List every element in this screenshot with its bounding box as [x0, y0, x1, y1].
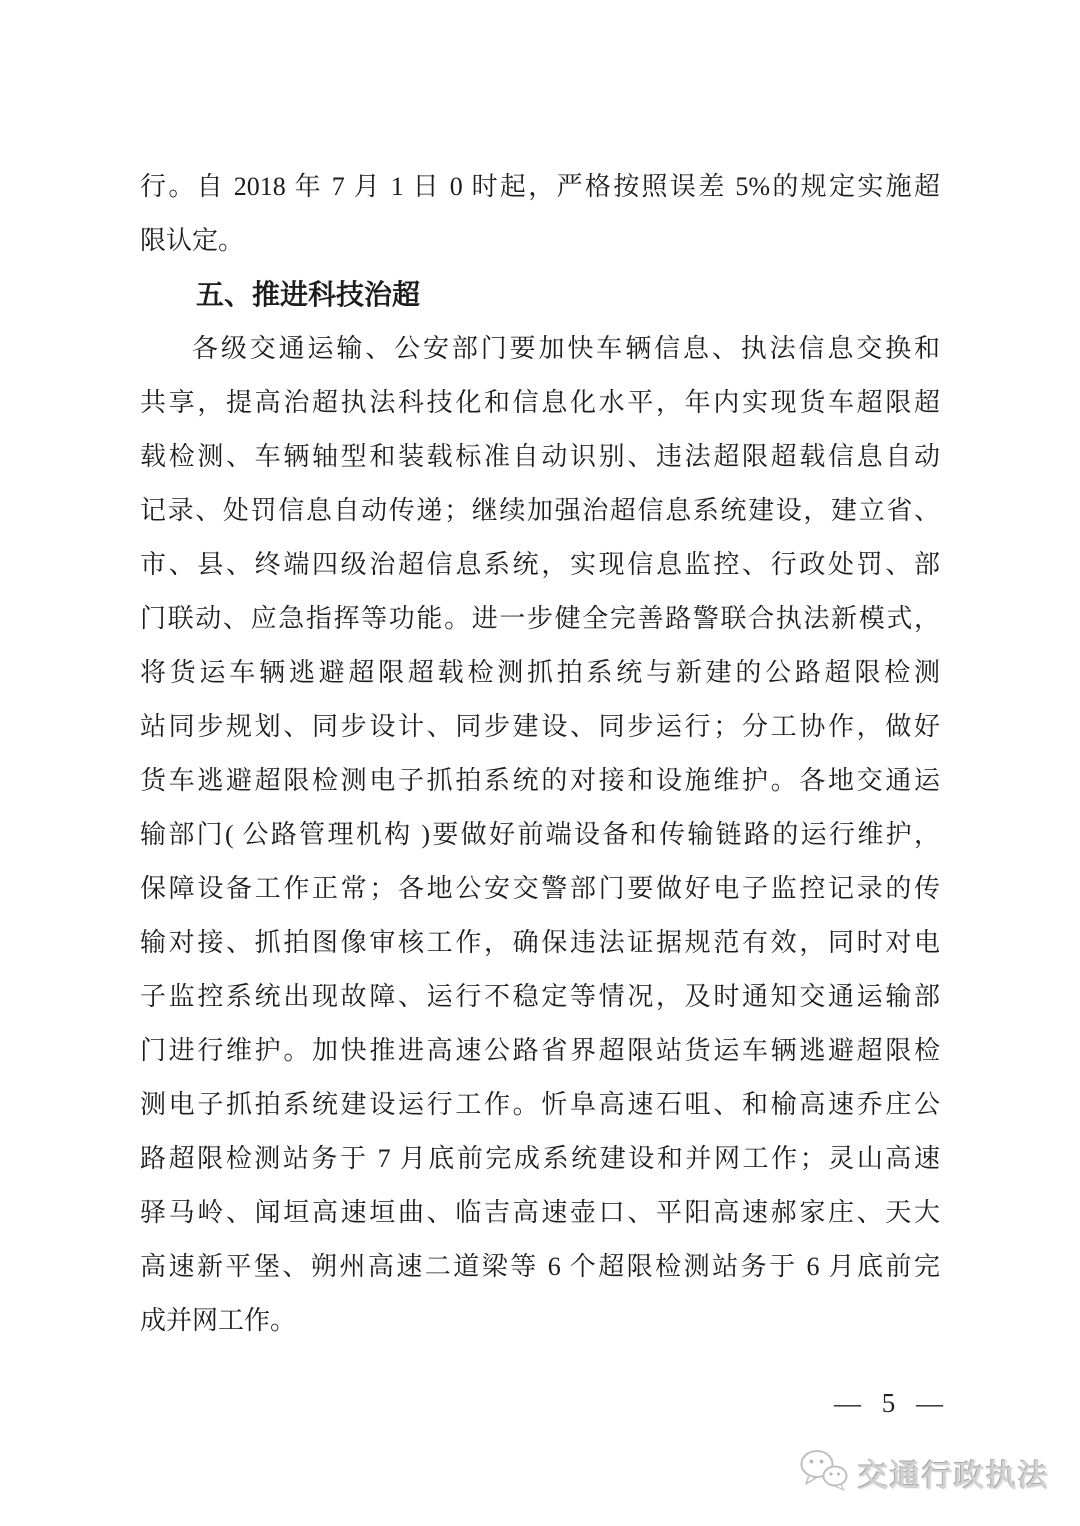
text-line: 载检测、车辆轴型和装载标准自动识别、违法超限超载信息自动 — [140, 442, 940, 471]
text-line: 测电子抓拍系统建设运行工作。忻阜高速石咀、和榆高速乔庄公 — [140, 1090, 940, 1119]
text-line: 子监控系统出现故障、运行不稳定等情况，及时通知交通运输部 — [140, 982, 940, 1011]
text-line: 输对接、抓拍图像审核工作，确保违法证据规范有效，同时对电 — [140, 928, 940, 957]
text-line: 保障设备工作正常；各地公安交警部门要做好电子监控记录的传 — [140, 874, 940, 903]
text-line: 站同步规划、同步设计、同步建设、同步运行；分工协作，做好 — [140, 712, 940, 741]
text-line: 门进行维护。加快推进高速公路省界超限站货运车辆逃避超限检 — [140, 1036, 940, 1065]
wechat-icon — [798, 1448, 850, 1497]
watermark-label: 交通行政执法 — [858, 1459, 1050, 1493]
text-line: 路超限检测站务于 7 月底前完成系统建设和并网工作；灵山高速 — [140, 1144, 940, 1173]
text-line: 门联动、应急指挥等功能。进一步健全完善路警联合执法新模式， — [140, 604, 940, 633]
text-line: 输部门( 公路管理机构 )要做好前端设备和传输链路的运行维护， — [140, 820, 940, 849]
document-body — [140, 160, 940, 1348]
watermark — [798, 1448, 1050, 1497]
text-line: 各级交通运输、公安部门要加快车辆信息、执法信息交换和 — [192, 334, 940, 363]
section-heading: 五、推进科技治超 — [196, 279, 421, 310]
text-line: 成并网工作。 — [140, 1306, 297, 1335]
text-line: 共享，提高治超执法科技化和信息化水平，年内实现货车超限超 — [140, 388, 940, 417]
text-line: 货车逃避超限检测电子抓拍系统的对接和设施维护。各地交通运 — [140, 766, 940, 795]
text-line: 限认定。 — [140, 226, 245, 255]
page-number: — 5 — — [834, 1388, 943, 1418]
text-line: 记录、处罚信息自动传递；继续加强治超信息系统建设，建立省、 — [140, 496, 940, 525]
text-line: 行。自 2018 年 7 月 1 日 0 时起，严格按照误差 5%的规定实施超 — [140, 172, 940, 201]
text-line: 驿马岭、闻垣高速垣曲、临吉高速壶口、平阳高速郝家庄、天大 — [140, 1198, 940, 1227]
text-line: 高速新平堡、朔州高速二道梁等 6 个超限检测站务于 6 月底前完 — [140, 1252, 940, 1281]
text-line: 市、县、终端四级治超信息系统，实现信息监控、行政处罚、部 — [140, 550, 940, 579]
text-line: 将货运车辆逃避超限超载检测抓拍系统与新建的公路超限检测 — [140, 658, 940, 687]
